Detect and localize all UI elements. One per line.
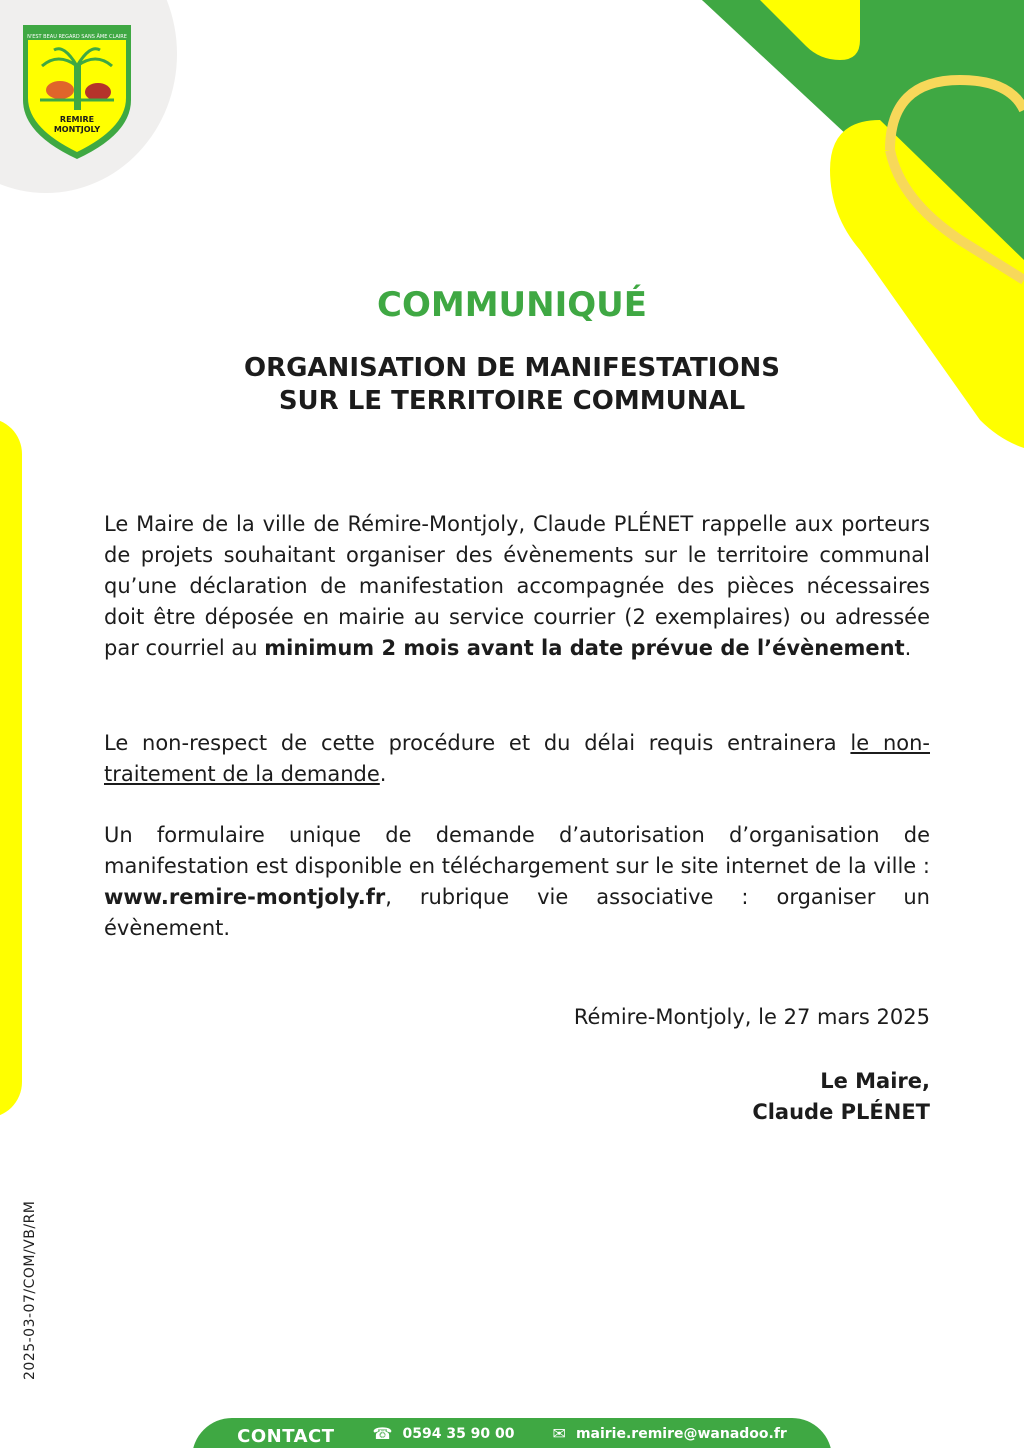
- contact-label: CONTACT: [237, 1426, 335, 1447]
- contact-phone[interactable]: [373, 1426, 515, 1442]
- phone-icon: ☎: [372, 1424, 393, 1443]
- paragraph-1: [104, 509, 930, 664]
- subtitle-line2: SUR LE TERRITOIRE COMMUNAL: [278, 386, 746, 416]
- reference-code: 2025-03-07/COM/VB/RM: [22, 1200, 38, 1380]
- contact-bar: [192, 1418, 832, 1448]
- page-subtitle: [0, 352, 1024, 418]
- paragraph-3-text: Un formulaire unique de demande d’autorisation d’organisation de manifestation est disponible en téléchargement sur le site internet de la ville :: [104, 823, 930, 878]
- paragraph-3: [104, 820, 930, 944]
- crest-motto: N'EST BEAU REGARD SANS ÂME CLAIRE: [27, 34, 127, 40]
- paragraph-1-bold: minimum 2 mois avant la date prévue de l’évènement: [264, 636, 905, 660]
- signature-name: Claude PLÉNET: [752, 1100, 930, 1124]
- contact-email-address: mairie.remire@wanadoo.fr: [575, 1426, 787, 1442]
- paragraph-2: [104, 728, 930, 790]
- paragraph-2-text: Le non-respect de cette procédure et du délai requis entrainera: [104, 731, 851, 755]
- crest-name-line1: REMIRE: [59, 115, 95, 124]
- website-link[interactable]: www.remire-montjoly.fr: [104, 885, 386, 909]
- left-yellow-bar: [0, 418, 22, 1118]
- signature: [752, 1066, 930, 1128]
- contact-phone-number: 0594 35 90 00: [402, 1426, 515, 1442]
- paragraph-2-end: .: [379, 762, 387, 786]
- paragraph-3-end: , rubrique vie associative : organiser un évènement.: [104, 885, 930, 940]
- paragraph-1-text: Le Maire de la ville de Rémire-Montjoly, Claude PLÉNET rappelle aux porteurs de projets souhaitant organiser des évènements sur le territoire communal qu’une déclaration de manifestation accompagnée des pièces nécessaires doit être déposée en mairie au service courrier (2 exemplaires) ou adressée par courriel au: [104, 512, 930, 660]
- date-line: Rémire-Montjoly, le 27 mars 2025: [573, 1005, 930, 1029]
- paragraph-1-end: .: [904, 636, 912, 660]
- crest-logo: [20, 22, 134, 162]
- signature-title: Le Maire,: [820, 1069, 930, 1093]
- envelope-icon: ✉: [552, 1424, 566, 1443]
- crest-name-line2: MONTJOLY: [53, 125, 101, 134]
- contact-email[interactable]: [553, 1426, 787, 1442]
- paragraph-2-underlined: le non-traitement de la demande: [104, 731, 930, 786]
- subtitle-line1: ORGANISATION DE MANIFESTATIONS: [243, 353, 781, 383]
- page-title: COMMUNIQUÉ: [377, 285, 647, 325]
